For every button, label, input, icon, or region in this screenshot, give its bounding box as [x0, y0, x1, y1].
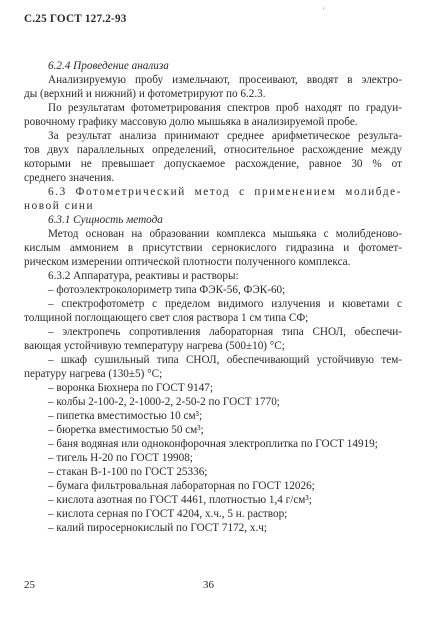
footer-left-number: 25 [24, 579, 35, 591]
text-line: 6.3.2 Аппаратура, реактивы и растворы: [48, 270, 239, 282]
list-item: – баня водяная или одноконфорочная электроплитка по ГОСТ 14919; [48, 438, 378, 450]
section-heading: новой сини [24, 200, 95, 212]
text-line: рическом измерении оптической плотности полученного комплекса. [24, 256, 351, 268]
list-item: – электропечь сопротивления лабораторная типа СНОЛ, обеспечи- [48, 326, 402, 338]
list-item: – шкаф сушильный типа СНОЛ, обеспечивающий устойчивую тем- [48, 354, 402, 366]
page-header: С.25 ГОСТ 127.2-93 [24, 13, 127, 25]
text-line: тов двух параллельных определений, относительное расхождение между [24, 144, 402, 156]
text-line: ровочному графику массовую долю мышьяка в анализируемой пробе. [24, 116, 358, 128]
text-line: кислым аммонием в присутствии сернокислого гидразина и фотомет- [24, 242, 402, 254]
text-line: которыми не превышает допускаемое расхождение, равное 30 % от [24, 158, 402, 170]
list-item-continuation: пературу нагрева (130±5) °С; [24, 368, 163, 380]
stray-mark: ' [323, 6, 325, 16]
section-heading: 6.3.1 Сущность метода [48, 214, 163, 226]
list-item: – калий пиросернокислый по ГОСТ 7172, х.ч; [48, 522, 267, 534]
list-item: – колбы 2-100-2, 2-1000-2, 2-50-2 по ГОСТ 1770; [48, 396, 280, 408]
list-item: – стакан В-1-100 по ГОСТ 25336; [48, 466, 208, 478]
section-heading: 6.2.4 Проведение анализа [48, 60, 169, 72]
list-item-continuation: вающая устойчивую температуру нагрева (500±10) °С; [24, 340, 285, 352]
text-line: Анализируемую пробу измельчают, просеивают, вводят в электро- [48, 74, 402, 86]
text-line: ды (верхний и нижний) и фотометрируют по 6.2.3. [24, 88, 266, 100]
section-heading: 6.3 Фотометрический метод с применением молибде- [48, 186, 402, 198]
list-item: – тигель Н-20 по ГОСТ 19908; [48, 452, 193, 464]
list-item: – кислота серная по ГОСТ 4204, х.ч., 5 н. раствор; [48, 508, 288, 520]
page-number: 36 [203, 579, 214, 591]
list-item: – бюретка вместимостью 50 см³; [48, 424, 204, 436]
list-item-continuation: толщиной поглощающего свет слоя раствора 1 см типа СФ; [24, 312, 309, 324]
list-item: – спектрофотометр с пределом видимого излучения и кюветами с [48, 298, 402, 310]
list-item: – воронка Бюхнера по ГОСТ 9147; [48, 382, 213, 394]
text-line: По результатам фотометрирования спектров проб находят по градуи- [48, 102, 402, 114]
list-item: – бумага фильтровальная лабораторная по ГОСТ 12026; [48, 480, 315, 492]
text-line: среднего значения. [24, 172, 115, 184]
list-item: – фотоэлектроколориметр типа ФЭК-56, ФЭК-60; [48, 284, 286, 296]
text-line: За результат анализа принимают среднее арифметическое результа- [48, 130, 402, 142]
text-line: Метод основан на образовании комплекса мышьяка с молибденово- [48, 228, 402, 240]
list-item: – кислота азотная по ГОСТ 4461, плотностью 1,4 г/см³; [48, 494, 312, 506]
list-item: – пипетка вместимостью 10 см³; [48, 410, 203, 422]
